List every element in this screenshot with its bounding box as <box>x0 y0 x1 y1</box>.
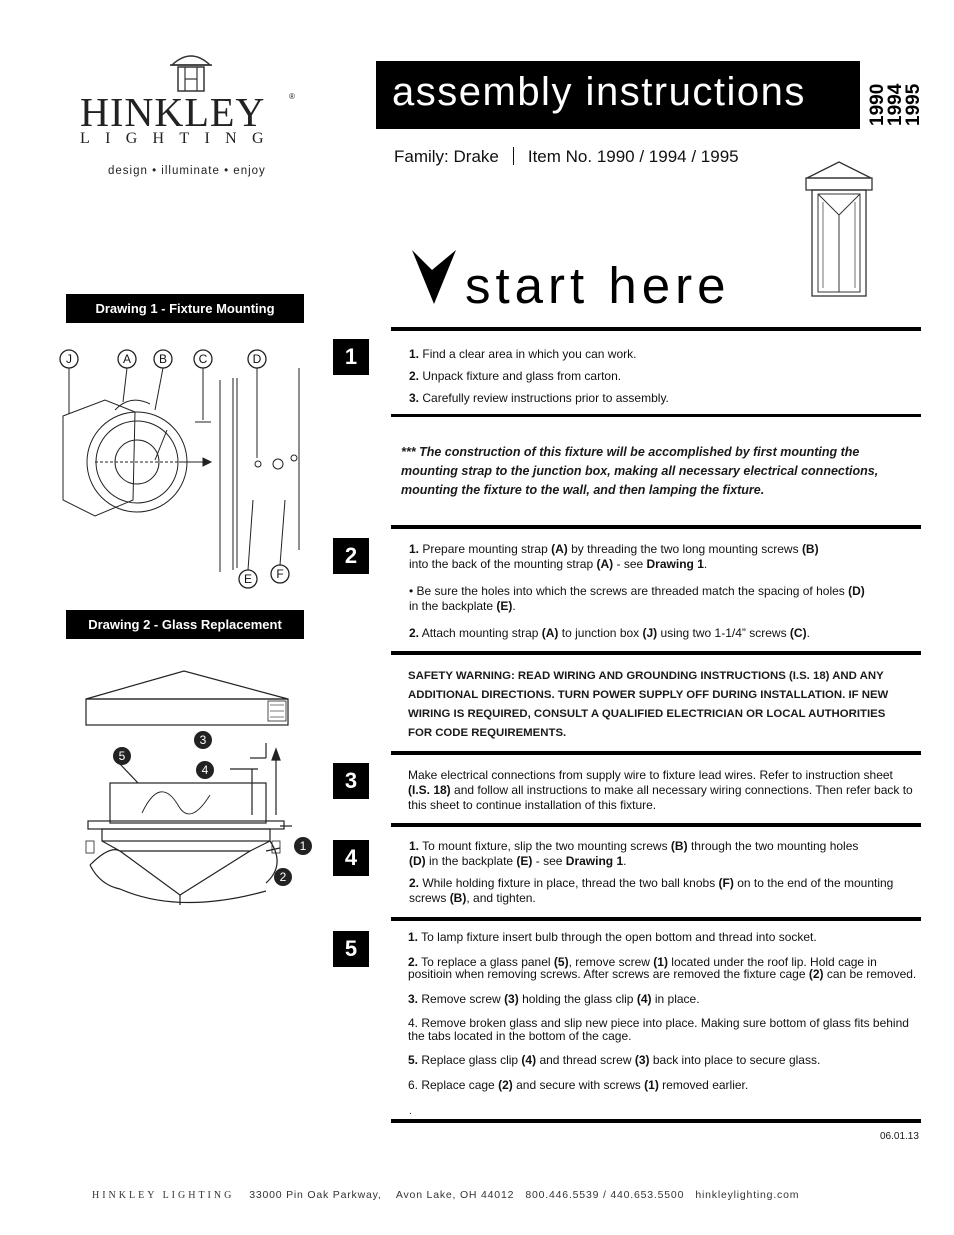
family-label: Family: Drake <box>394 147 499 166</box>
step3-bottom-rule <box>391 823 921 827</box>
step2-bottom-rule <box>391 651 921 655</box>
callout-b-label: B <box>158 352 168 366</box>
brand-name: HINKLEY <box>80 89 266 135</box>
callout-d-label: D <box>252 352 262 366</box>
step1-line3-num: 3. <box>409 391 420 405</box>
step2-top-rule <box>391 525 921 529</box>
step4-para2: 2. While holding fixture in place, thread the two ball knobs (F) on to the end of the mounting screws (B), and tighten. <box>409 876 894 905</box>
item-label: Item No. 1990 / 1994 / 1995 <box>527 147 739 166</box>
step1-line3: Carefully review instructions prior to assembly. <box>422 391 669 405</box>
family-separator <box>513 147 514 165</box>
step5-para5: 5. Replace glass clip (4) and thread screw (3) back into place to secure glass. <box>408 1053 821 1067</box>
callout-f-label: F <box>276 567 284 581</box>
step5-para6: 6. Replace cage (2) and secure with screws (1) removed earlier. <box>408 1077 749 1092</box>
registered-mark: ® <box>289 92 295 101</box>
step5-bottom-rule <box>391 1119 921 1123</box>
footer-phone: 800.446.5539 / 440.653.5500 <box>525 1189 685 1201</box>
step5-number: 5 <box>333 931 369 967</box>
step2-para3: 2. Attach mounting strap (A) to junction box (J) using two 1-1/4” screws (C). <box>409 626 810 640</box>
step1-text <box>409 343 919 409</box>
revision-date: 06.01.13 <box>880 1131 919 1142</box>
construction-note: *** The construction of this fixture will be accomplished by first mounting the mounting strap to the junction box, making all necessary electrical connections, mounting the fixture to the wall, and then lamping the fixture. <box>401 445 879 497</box>
tagline: design • illuminate • enjoy <box>108 165 266 177</box>
step1-bottom-rule <box>391 414 921 417</box>
callout-2-label: 2 <box>279 870 287 884</box>
step4-para1: 1. To mount fixture, slip the two mounting screws (B) through the two mounting holes (D) in the backplate (E) - see Drawing 1. <box>409 839 859 868</box>
page-title: assembly instructions <box>392 70 806 114</box>
step1-number: 1 <box>333 339 369 375</box>
drawing2-glass-replacement <box>80 665 325 920</box>
step5-para2: 2. To replace a glass panel (5), remove screw (1) located under the roof lip. Hold cage in positioin when removing screws. After screws are removed the fixture cage (2) can be removed. <box>408 954 917 981</box>
step2-number: 2 <box>333 538 369 574</box>
step5-trailing-dot: . <box>409 1106 412 1117</box>
step2-para2: • Be sure the holes into which the screws are threaded match the spacing of holes (D) in the backplate (E). <box>409 584 865 613</box>
step1-line1: Find a clear area in which you can work. <box>422 347 637 361</box>
step4-text <box>409 839 919 906</box>
drawing2-label: Drawing 2 - Glass Replacement <box>66 610 304 639</box>
fixture-illustration <box>803 160 875 300</box>
item-number-3: 1995 <box>903 83 924 126</box>
item-numbers-vertical <box>861 64 925 128</box>
drawing1-label: Drawing 1 - Fixture Mounting <box>66 294 304 323</box>
family-line <box>394 147 739 167</box>
callout-1-label: 1 <box>299 839 307 853</box>
footer-city: Avon Lake, OH 44012 <box>395 1189 515 1201</box>
safety-warning: SAFETY WARNING: READ WIRING AND GROUNDING INSTRUCTIONS (I.S. 18) AND ANY ADDITIONAL DIRECTIONS. TURN POWER SUPPLY OFF DURING INSTALLATION. IF NEW WIRING IS REQUIRED, CONSULT A QUALIFIED ELECTRICIAN OR LOCAL AUTHORITIES FOR CODE REQUIREMENTS. <box>408 670 889 739</box>
step4-bottom-rule <box>391 917 921 921</box>
step1-line1-num: 1. <box>409 347 420 361</box>
callout-5-label: 5 <box>118 749 126 763</box>
step5-para3: 3. Remove screw (3) holding the glass clip (4) in place. <box>408 991 700 1006</box>
step2-text <box>409 542 919 641</box>
step2-para1: 1. Prepare mounting strap (A) by threading the two long mounting screws (B) into the back of the mounting strap (A) - see Drawing 1. <box>409 542 819 571</box>
drawing1-fixture-mounting <box>55 340 325 595</box>
callout-e-label: E <box>243 572 253 586</box>
callout-a-label: A <box>122 352 132 366</box>
step1-line2-num: 2. <box>409 369 420 383</box>
step3-text: Make electrical connections from supply wire to fixture lead wires. Refer to instruction sheet (I.S. 18) and follow all instructions to make all necessary wiring connections. Then refer back to this sheet to continue installation of this fixture. <box>408 768 913 812</box>
callout-3-label: 3 <box>199 733 207 747</box>
step5-para1: 1. To lamp fixture insert bulb through the open bottom and thread into socket. <box>408 930 817 944</box>
item-number-1: 1990 <box>867 83 888 126</box>
step5-para4: 4. Remove broken glass and slip new piece into place. Making sure bottom of glass fits behind the tabs located in the bottom of the cage. <box>408 1016 909 1043</box>
step1-line2: Unpack fixture and glass from carton. <box>422 369 622 383</box>
step3-number: 3 <box>333 763 369 799</box>
step4-number: 4 <box>333 840 369 876</box>
callout-j-label: J <box>66 352 72 366</box>
footer-website: hinkleylighting.com <box>695 1189 800 1201</box>
footer-address: 33000 Pin Oak Parkway, <box>249 1189 382 1201</box>
step5-text <box>408 931 918 1091</box>
callout-4-label: 4 <box>201 763 209 777</box>
footer <box>92 1189 799 1201</box>
start-here-heading: start here <box>465 257 731 314</box>
item-number-2: 1994 <box>885 83 906 126</box>
callout-c-label: C <box>198 352 208 366</box>
start-arrow-icon <box>410 248 460 306</box>
step3-top-rule <box>391 751 921 755</box>
brand-sub: LIGHTING <box>80 130 279 147</box>
footer-company: HINKLEY LIGHTING <box>92 1190 235 1201</box>
step1-top-rule <box>391 327 921 331</box>
